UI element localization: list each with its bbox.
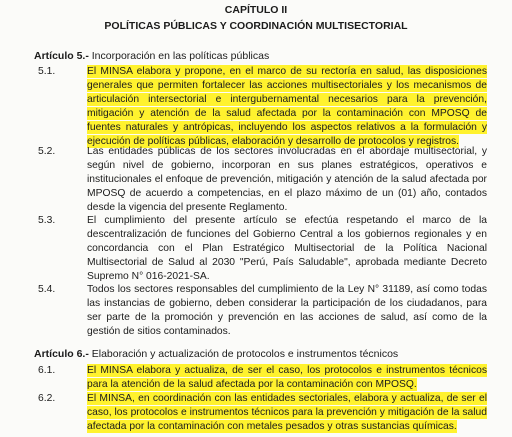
chapter-number: CAPÍTULO II	[224, 4, 288, 16]
item-5-3-text: El cumplimiento del presente artículo se efectúa respetando el marco de la descentralización de funciones del Gobierno Central a los gobiernos regionales y en concordancia con el Plan Estratégico Multisectorial de la Política Nacional Multisectorial de Salud al 2030 "Perú, País Saludable", aprobada mediante Decreto Supremo N° 016-2021-SA.	[87, 215, 487, 282]
item-5-4-number: 5.4.	[38, 284, 56, 295]
item-6-2-text: El MINSA, en coordinación con las entidades sectoriales, elabora y actualiza, de ser el caso, los protocolos e instrumentos técnicos para la prevención y mitigación de la salud afectada por la contaminación con metales pesados y otras sustancias químicas.	[87, 393, 487, 432]
item-5-1-paragraph	[87, 65, 487, 148]
item-5-3-paragraph	[87, 214, 487, 284]
item-5-3-number: 5.3.	[38, 215, 56, 226]
item-5-1-text: El MINSA elabora y propone, en el marco de su rectoría en salud, las disposiciones generales que permiten fortalecer las acciones multisectoriales y los mecanismos de articulación intersectorial e intergubernamental necesarios para la prevención, mitigación y atención de la salud afectada por la contaminación con MPOSQ de fuentes naturales y antrópicas, incluyendo los aspectos relativos a la formulación y ejecución de políticas públicas, elaboración y desarrollo de protocolos y registros.	[87, 66, 487, 147]
item-6-1-number: 6.1.	[38, 365, 56, 376]
chapter-title: POLÍTICAS PÚBLICAS Y COORDINACIÓN MULTISECTORIAL	[104, 20, 408, 32]
article-6-label: Artículo 6.-	[34, 348, 89, 360]
item-5-2-number: 5.2.	[38, 146, 56, 157]
item-5-2-paragraph	[87, 145, 487, 215]
item-6-1-paragraph	[87, 364, 487, 392]
item-5-1-number: 5.1.	[38, 66, 56, 77]
item-6-1-text: El MINSA elabora y actualiza, de ser el caso, los protocolos e instrumentos técnicos para la atención de la salud afectada por la contaminación con MPOSQ.	[87, 365, 487, 390]
article-5-heading: Incorporación en las políticas públicas	[88, 50, 270, 62]
item-5-4-paragraph	[87, 283, 487, 339]
item-5-4-text: Todos los sectores responsables del cumplimiento de la Ley N° 31189, así como todas las instancias de gobierno, deben considerar la participación de los ciudadanos, para ser parte de la promoción y prevención en las acciones de salud, así como de la gestión de sitios contaminados.	[87, 284, 487, 337]
article-5-title	[34, 50, 269, 63]
article-5-label: Artículo 5.-	[34, 50, 89, 62]
article-6-heading: Elaboración y actualización de protocolos e instrumentos técnicos	[88, 348, 399, 360]
article-6-title	[34, 348, 398, 361]
item-6-2-paragraph	[87, 392, 487, 434]
item-6-2-number: 6.2.	[38, 393, 56, 404]
item-5-2-text: Las entidades públicas de los sectores involucradas en el abordaje multisectorial, y según nivel de gobierno, incorporan en sus planes estratégicos, operativos e institucionales el enfoque de prevención, mitigación y atención de la salud afectada por MPOSQ de acuerdo a competencias, en el plazo máximo de un (01) año, contados desde la vigencia del presente Reglamento.	[87, 146, 487, 213]
